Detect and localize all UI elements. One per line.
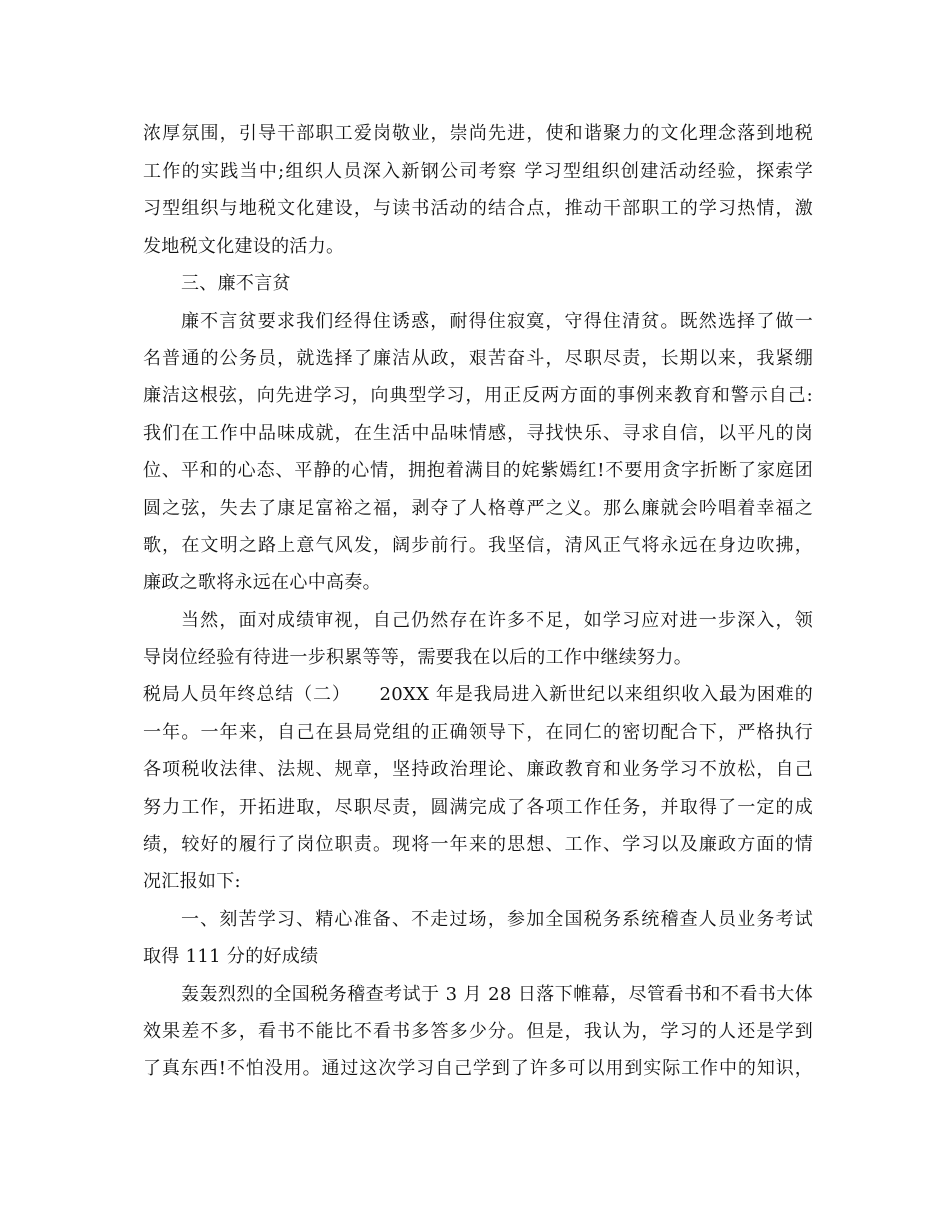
text-line: 努力工作，开拓进取，尽职尽责，圆满完成了各项工作任务，并取得了一定的成 [143,797,813,818]
text-line: 我们在工作中品味成就，在生活中品味情感，寻找快乐、寻求自信，以平凡的岗 [143,423,813,444]
text-line: 廉政之歌将永远在心中高奏。 [143,572,381,593]
text-line: 歌，在文明之路上意气风发，阔步前行。我坚信，清风正气将永远在身边吹拂， [143,535,813,556]
text-line: 况汇报如下: [143,871,241,892]
text-line: 了真东西!不怕没用。通过这次学习自己学到了许多可以用到实际工作中的知识， [143,1058,813,1079]
text-line: 圆之弦，失去了康足富裕之福，剥夺了人格尊严之义。那么廉就会吟唱着幸福之 [143,498,813,519]
text-line: 浓厚氛围，引导干部职工爱岗敬业，崇尚先进，使和谐聚力的文化理念落到地税 [143,123,813,144]
section-heading: 三、廉不言贫 [181,273,291,294]
text-line: 发地税文化建设的活力。 [143,236,345,257]
text-line: 廉洁这根弦，向先进学习，向典型学习，用正反两方面的事例来教育和警示自己: [143,385,813,406]
text-line: 效果差不多，看书不能比不看书多答多少分。但是，我认为，学习的人还是学到 [143,1021,813,1042]
text-line: 一年。一年来，自己在县局党组的正确领导下，在同仁的密切配合下，严格执行 [143,722,813,743]
text-line: 廉不言贫要求我们经得住诱惑，耐得住寂寞，守得住清贫。既然选择了做一 [181,311,813,332]
text-line: 导岗位经验有待进一步积累等等，需要我在以后的工作中继续努力。 [143,647,692,668]
section-heading: 取得 111 分的好成绩 [143,946,319,967]
text-line: 习型组织与地税文化建设，与读书活动的结合点，推动干部职工的学习热情，激 [143,198,813,219]
text-line: 名普通的公务员，就选择了廉洁从政，艰苦奋斗，尽职尽责，长期以来，我紧绷 [143,348,813,369]
text-line: 各项税收法律、法规、规章，坚持政治理论、廉政教育和业务学习不放松，自己 [143,759,813,780]
text-line: 轰轰烈烈的全国税务稽查考试于 3 月 28 日落下帷幕，尽管看书和不看书大体 [181,984,813,1005]
text-line: 工作的实践当中;组织人员深入新钢公司考察 学习型组织创建活动经验，探索学 [143,161,813,182]
text-line: 当然，面对成绩审视，自己仍然存在许多不足，如学习应对进一步深入，领 [181,610,813,631]
section-heading: 一、刻苦学习、精心准备、不走过场，参加全国税务系统稽查人员业务考试 [181,909,813,930]
section-title-line: 税局人员年终总结（二） 20XX 年是我局进入新世纪以来组织收入最为困难的 [143,684,813,705]
text-line: 位、平和的心态、平静的心情，拥抱着满目的姹紫嫣红!不要用贪字折断了家庭团 [143,460,813,481]
text-line: 绩，较好的履行了岗位职责。现将一年来的思想、工作、学习以及廉政方面的情 [143,834,813,855]
